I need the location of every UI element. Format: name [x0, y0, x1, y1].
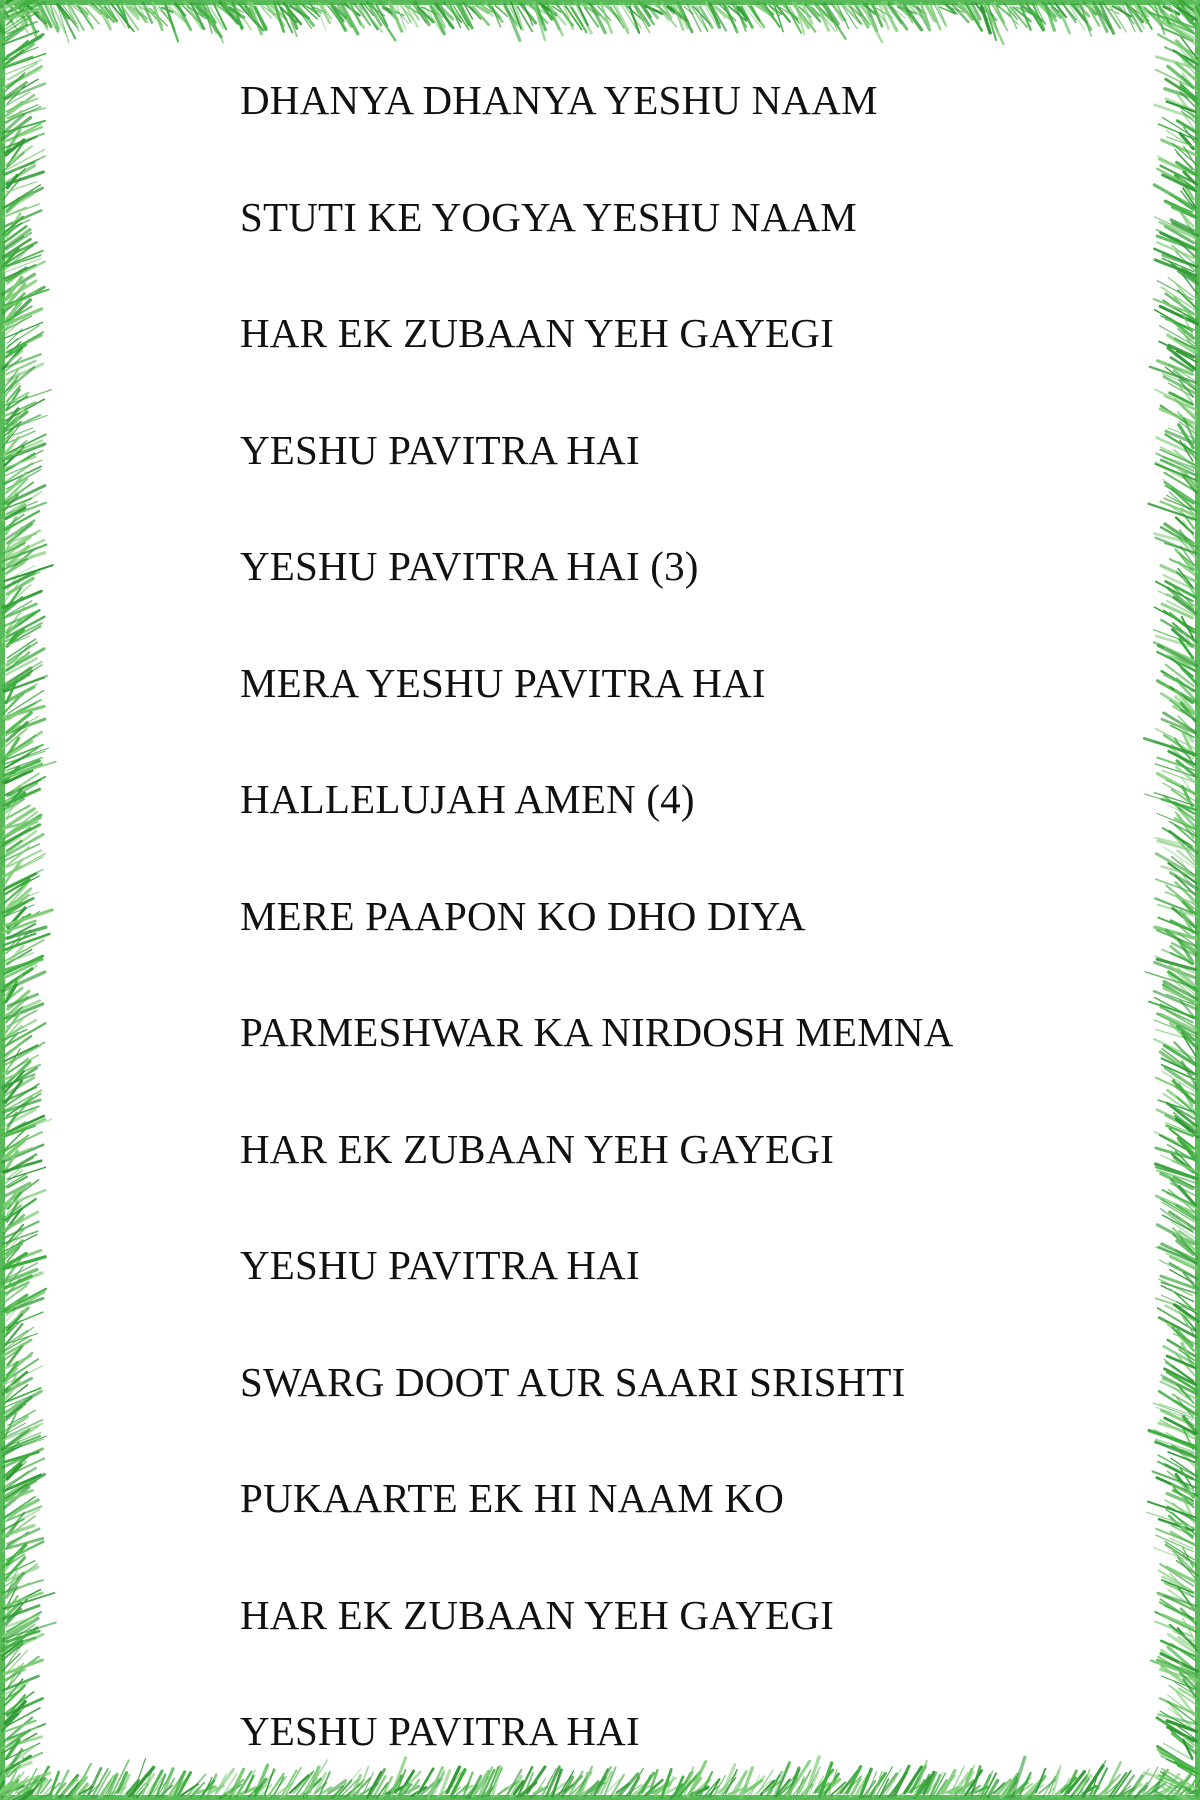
lyric-line: YESHU PAVITRA HAI: [240, 1708, 640, 1754]
lyric-line: HALLELUJAH AMEN (4): [240, 776, 695, 822]
lyric-line: DHANYA DHANYA YESHU NAAM: [240, 77, 878, 123]
lyric-line: HAR EK ZUBAAN YEH GAYEGI: [240, 310, 834, 356]
lyric-line: STUTI KE YOGYA YESHU NAAM: [240, 193, 857, 240]
lyric-line: MERA YESHU PAVITRA HAI: [240, 659, 766, 706]
lyrics-list: [240, 42, 954, 1790]
lyric-line: HAR EK ZUBAAN YEH GAYEGI: [240, 1591, 834, 1638]
lyric-line: MERE PAAPON KO DHO DIYA: [240, 892, 806, 939]
lyric-line: HAR EK ZUBAAN YEH GAYEGI: [240, 1125, 834, 1172]
lyric-line: SWARG DOOT AUR SAARI SRISHTI: [240, 1358, 906, 1405]
lyric-line: PUKAARTE EK HI NAAM KO: [240, 1475, 785, 1521]
lyric-line: YESHU PAVITRA HAI: [240, 426, 640, 473]
lyric-line: YESHU PAVITRA HAI (3): [240, 543, 699, 589]
lyric-line: YESHU PAVITRA HAI: [240, 1242, 640, 1288]
lyric-line: PARMESHWAR KA NIRDOSH MEMNA: [240, 1009, 954, 1055]
